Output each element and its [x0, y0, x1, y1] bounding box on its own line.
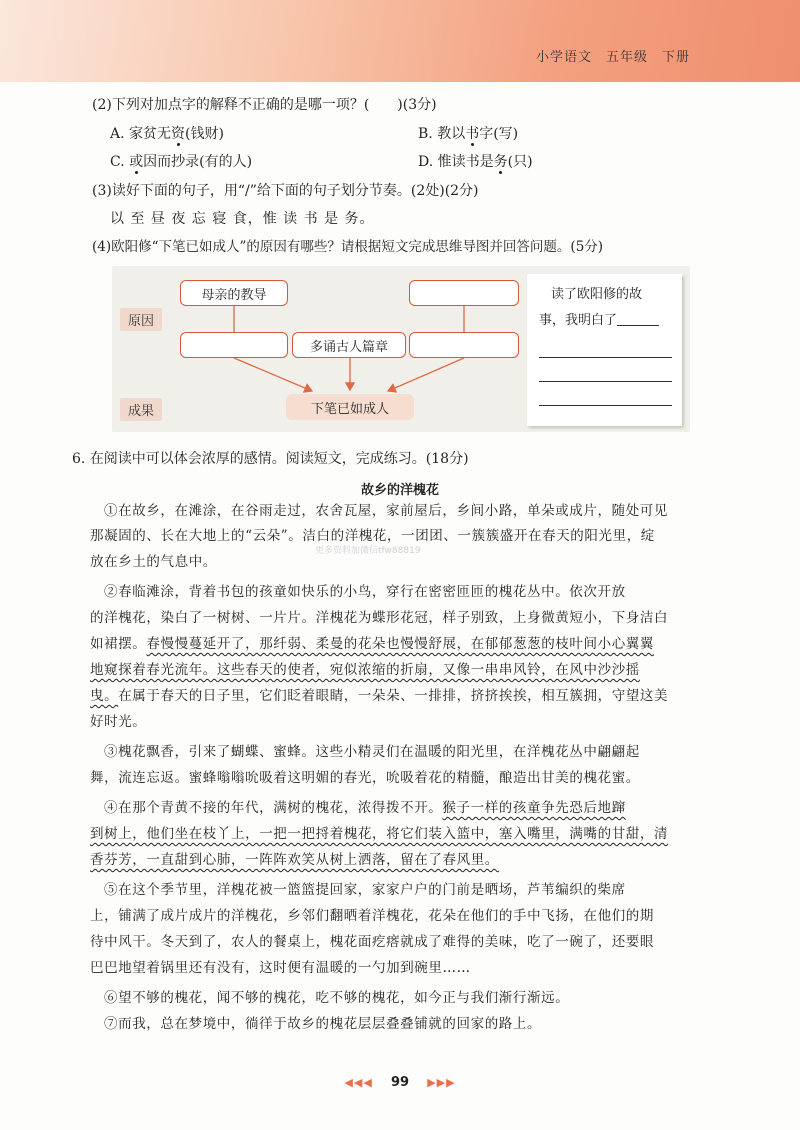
- watermark: 更多资料加微信tfw88819: [315, 546, 421, 556]
- passage-line: 舞，流连忘返。蜜蜂嗡嗡吮吸着这明媚的春光，吮吸着花的精髓，酿造出甘美的槐花蜜。: [90, 770, 640, 786]
- tag-cause: 原因: [120, 308, 162, 331]
- q2-option-c: C. 或因而抄录(有的人): [110, 154, 253, 170]
- passage-line: 上，铺满了成片成片的洋槐花，乡邻们翻晒着洋槐花，花朵在他们的手中飞扬，在他们的期: [90, 908, 654, 924]
- box-recite-classics: 多诵古人篇章: [292, 332, 406, 358]
- passage-line: 的洋槐花，染白了一树树、一片片。洋槐花为蝶形花冠，样子别致，上身微黄短小，下身洁白: [90, 610, 669, 626]
- q2-option-d: D. 惟读书是务(只): [418, 154, 533, 170]
- header-band: [0, 0, 800, 82]
- q2-option-b: B. 教以书字(写): [418, 126, 519, 142]
- note-blank-inline[interactable]: [617, 312, 659, 326]
- q6-stem: 6. 在阅读中可以体会浓厚的感情。阅读短文，完成练习。(18分): [72, 451, 469, 467]
- passage-line: ④在那个青黄不接的年代，满树的槐花，浓得拨不开。猴子一样的孩童争先恐后地蹿: [104, 800, 626, 816]
- header-subject: 小学语文: [535, 50, 592, 65]
- passage-line: 曳。在属于春天的日子里，它们眨着眼睛，一朵朵、一排排，挤挤挨挨，相互簇拥，守望这美: [90, 688, 669, 704]
- passage-line-underlined: 地窥探着春光流年。这些春天的使者，宛似浓缩的折扇，又像一串串风铃，在风中沙沙摇: [90, 662, 640, 678]
- note-line-2: 事，我明白了: [539, 308, 672, 334]
- note-line-1: 读了欧阳修的故: [551, 287, 643, 302]
- passage-line: ①在故乡，在滩涂，在谷雨走过，农舍瓦屋，家前屋后，乡间小路，单朵或成片，随处可见: [104, 503, 668, 519]
- passage-line: ②春临滩涂，背着书包的孩童如快乐的小鸟，穿行在密密匝匝的槐花丛中。依次开放: [104, 584, 626, 600]
- q2-option-a: A. 家贫无资(钱财): [110, 126, 224, 142]
- q2-stem: (2)下列对加点字的解释不正确的是哪一项？( )(3分): [92, 97, 437, 113]
- passage-line: 如裙摆。春慢慢蔓延开了，那纤弱、柔曼的花朵也慢慢舒展，在郁郁葱葱的枝叶间小心翼翼: [90, 636, 655, 652]
- page-number: 99: [390, 1075, 410, 1090]
- header-grade: 五年级: [605, 50, 648, 65]
- note-answer-line-3[interactable]: [539, 382, 672, 406]
- passage-line-underlined: 到树上，他们坐在枝丫上，一把一把捋着槐花，将它们装入篮中，塞入嘴里，满嘴的甘甜，清: [90, 826, 669, 842]
- note-answer-line-2[interactable]: [539, 358, 672, 382]
- wavy-underline-span: 春慢慢蔓延开了，那纤弱、柔曼的花朵也慢慢舒展，在郁郁葱葱的枝叶间小心翼翼: [146, 636, 655, 652]
- passage-line: 巴巴地望着锅里还有没有，这时便有温暖的一勺加到碗里……: [90, 960, 471, 976]
- q3-sentence: 以 至 昼 夜 忘 寝 食，惟 读 书 是 务。: [110, 211, 375, 227]
- mind-map: [112, 266, 690, 432]
- page-footer: [0, 1075, 800, 1090]
- prev-arrows-icon: ◀◀◀: [344, 1076, 373, 1089]
- passage-line: ③槐花飘香，引来了蝴蝶、蜜蜂。这些小精灵们在温暖的阳光里，在洋槐花丛中翩翩起: [104, 744, 640, 760]
- q3-stem: (3)读好下面的句子，用“/”给下面的句子划分节奏。(2处)(2分): [92, 183, 479, 199]
- box-blank-mid-right[interactable]: [409, 332, 519, 358]
- passage-line: 待中风干。冬天到了，农人的餐桌上，槐花面疙瘩就成了难得的美味，吃了一碗了，还要眼: [90, 934, 654, 950]
- box-mother-teaching: 母亲的教导: [180, 280, 288, 306]
- box-blank-mid-left[interactable]: [180, 332, 288, 358]
- passage-line: ⑥望不够的槐花，闻不够的槐花，吃不够的槐花，如今正与我们渐行渐远。: [104, 990, 570, 1006]
- header-title: [522, 46, 690, 65]
- box-blank-top-right[interactable]: [409, 280, 519, 306]
- passage-line: 那凝固的、长在大地上的“云朵”。洁白的洋槐花，一团团、一簇簇盛开在春天的阳光里，绽: [90, 528, 655, 544]
- passage-line: 好时光。: [90, 714, 147, 730]
- box-writing-like-adult: 下笔已如成人: [286, 394, 414, 420]
- next-arrows-icon: ▶▶▶: [427, 1076, 456, 1089]
- note-paper: [527, 274, 682, 426]
- q4-stem: (4)欧阳修“下笔已如成人”的原因有哪些？请根据短文完成思维导图并回答问题。(5分): [92, 239, 604, 255]
- tag-result: 成果: [120, 398, 162, 421]
- passage-line-underlined: 香芬芳，一直甜到心肺，一阵阵欢笑从树上洒落，留在了春风里。: [90, 852, 499, 868]
- passage-line: ⑤在这个季节里，洋槐花被一篮篮提回家，家家户户的门前是晒场，芦苇编织的柴席: [104, 882, 626, 898]
- passage-title: 故乡的洋槐花: [360, 483, 439, 498]
- passage-line: ⑦而我，总在梦境中，徜徉于故乡的槐花层层叠叠铺就的回家的路上。: [104, 1016, 542, 1032]
- note-answer-line-1[interactable]: [539, 334, 672, 358]
- wavy-underline-span: 猴子一样的孩童争先恐后地蹿: [442, 800, 626, 816]
- header-volume: 下册: [661, 50, 690, 65]
- passage-line: 放在乡土的气息中。: [90, 554, 217, 570]
